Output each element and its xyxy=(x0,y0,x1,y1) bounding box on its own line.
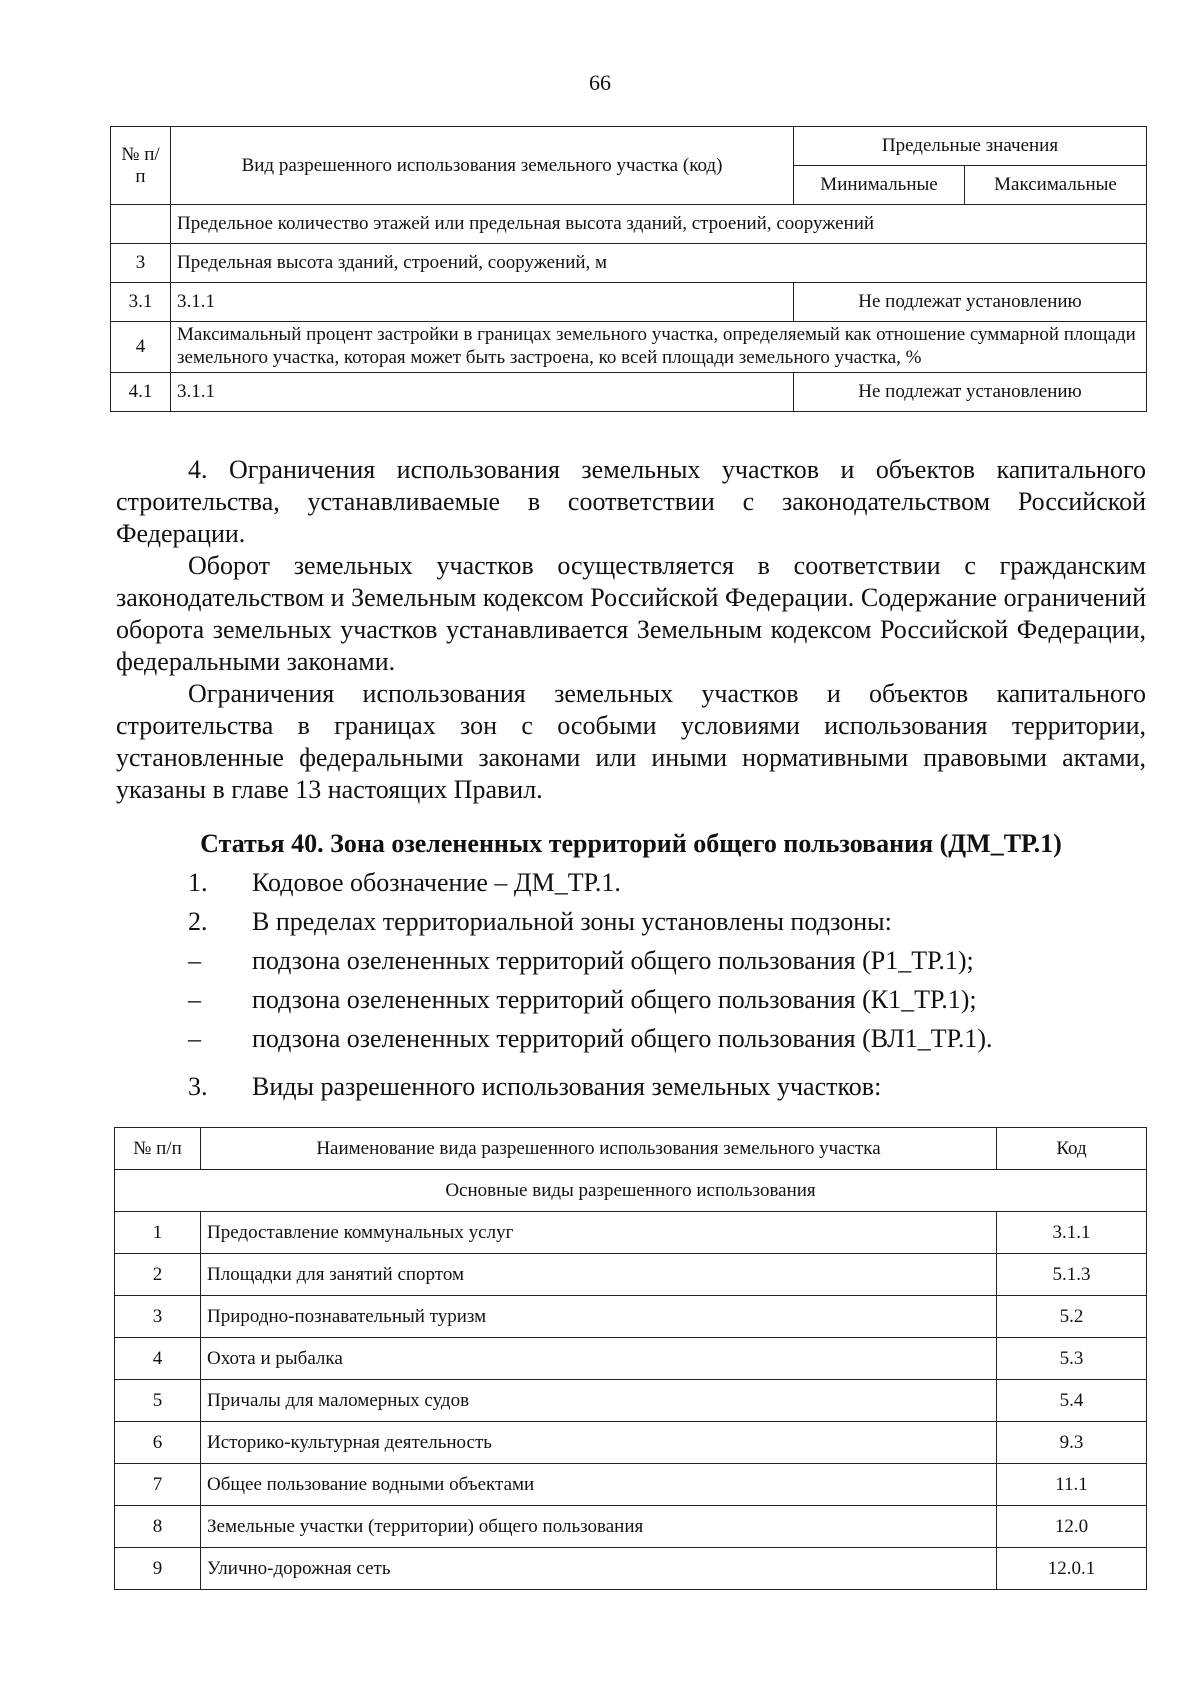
paragraph: 4. Ограничения использования земельных участков и объектов капитального строительства, устанавливаемые в соответствии с законодательством Российской Федерации. xyxy=(116,455,1146,548)
list-text: Виды разрешенного использования земельных участков: xyxy=(252,1072,882,1101)
article-title: Статья 40. Зона озелененных территорий общего пользования (ДМ_ТР.1) xyxy=(200,829,1062,858)
page-number: 66 xyxy=(589,70,611,95)
table-row xyxy=(111,244,1147,283)
row-num xyxy=(111,205,171,244)
row-code: 5.3 xyxy=(997,1338,1147,1380)
table-row xyxy=(115,1212,1147,1254)
row-num: 5 xyxy=(115,1380,201,1422)
row-num: 3 xyxy=(111,244,171,283)
list-marker: – xyxy=(188,985,201,1014)
list-marker: – xyxy=(188,1024,201,1053)
list-item xyxy=(116,1023,1146,1055)
header-code: Код xyxy=(997,1128,1147,1170)
row-num: 9 xyxy=(115,1548,201,1590)
paragraph: Оборот земельных участков осуществляется в соответствии с гражданским законодательством и Земельным кодексом Российской Федерации. Содержание ограничений оборота земельных участков устанавливается Земельным кодексом Российской Федерации, федеральными законами. xyxy=(116,551,1146,676)
table-row xyxy=(115,1380,1147,1422)
row-code: 5.4 xyxy=(997,1380,1147,1422)
row-text: Предельная высота зданий, строений, сооружений, м xyxy=(171,244,1147,283)
row-num: 4 xyxy=(115,1338,201,1380)
row-value: Не подлежат установлению xyxy=(794,372,1147,411)
table-row xyxy=(111,322,1147,373)
list-item xyxy=(116,945,1146,977)
row-code: 5.2 xyxy=(997,1296,1147,1338)
table-header-row xyxy=(115,1128,1147,1170)
list-text: подзона озелененных территорий общего пользования (Р1_ТР.1); xyxy=(252,946,974,975)
row-num: 6 xyxy=(115,1422,201,1464)
row-name: Земельные участки (территории) общего пользования xyxy=(201,1506,997,1548)
list-item xyxy=(116,867,1146,899)
row-name: Предоставление коммунальных услуг xyxy=(201,1212,997,1254)
row-text: 3.1.1 xyxy=(171,372,794,411)
row-code: 12.0.1 xyxy=(997,1548,1147,1590)
list-item xyxy=(116,1071,1146,1103)
table-row xyxy=(115,1506,1147,1548)
row-code: 9.3 xyxy=(997,1422,1147,1464)
list-text: В пределах территориальной зоны установлены подзоны: xyxy=(252,907,892,936)
row-name: Причалы для маломерных судов xyxy=(201,1380,997,1422)
list-item xyxy=(116,906,1146,938)
row-code: 3.1.1 xyxy=(997,1212,1147,1254)
table-row xyxy=(115,1548,1147,1590)
list-item xyxy=(116,984,1146,1016)
table-row xyxy=(115,1422,1147,1464)
list-marker: – xyxy=(188,946,201,975)
row-num: 4 xyxy=(111,322,171,373)
header-name: Наименование вида разрешенного использования земельного участка xyxy=(201,1128,997,1170)
row-code: 12.0 xyxy=(997,1506,1147,1548)
paragraph: Ограничения использования земельных участков и объектов капитального строительства в границах зон с особыми условиями использования территории, установленные федеральными законами или иными нормативными правовыми актами, указаны в главе 13 настоящих Правил. xyxy=(116,679,1146,804)
row-text: Максимальный процент застройки в границах земельного участка, определяемый как отношение суммарной площади земельного участка, которая может быть застроена, ко всей площади земельного участка, % xyxy=(171,322,1147,373)
section-title: Основные виды разрешенного использования xyxy=(115,1170,1147,1212)
table-row xyxy=(111,283,1147,322)
row-num: 8 xyxy=(115,1506,201,1548)
list-text: Кодовое обозначение – ДМ_ТР.1. xyxy=(252,868,621,897)
table-header-row xyxy=(111,127,1147,166)
row-name: Общее пользование водными объектами xyxy=(201,1464,997,1506)
header-limits: Предельные значения xyxy=(794,127,1147,166)
row-name: Площадки для занятий спортом xyxy=(201,1254,997,1296)
table-row xyxy=(115,1296,1147,1338)
limits-table xyxy=(110,126,1147,412)
row-name: Улично-дорожная сеть xyxy=(201,1548,997,1590)
table-row xyxy=(115,1464,1147,1506)
row-name: Охота и рыбалка xyxy=(201,1338,997,1380)
row-code: 11.1 xyxy=(997,1464,1147,1506)
row-code: 5.1.3 xyxy=(997,1254,1147,1296)
row-num: 2 xyxy=(115,1254,201,1296)
row-num: 7 xyxy=(115,1464,201,1506)
header-num: № п/п xyxy=(111,127,171,205)
list-marker: 3. xyxy=(188,1072,208,1101)
row-num: 3 xyxy=(115,1296,201,1338)
row-name: Историко-культурная деятельность xyxy=(201,1422,997,1464)
list-text: подзона озелененных территорий общего пользования (К1_ТР.1); xyxy=(252,985,977,1014)
table-row xyxy=(115,1254,1147,1296)
table-row xyxy=(111,205,1147,244)
header-min: Минимальные xyxy=(794,166,965,205)
row-num: 1 xyxy=(115,1212,201,1254)
row-name: Природно-познавательный туризм xyxy=(201,1296,997,1338)
list-marker: 1. xyxy=(188,868,208,897)
row-num: 4.1 xyxy=(111,372,171,411)
header-num: № п/п xyxy=(115,1128,201,1170)
section-row xyxy=(115,1170,1147,1212)
row-text: 3.1.1 xyxy=(171,283,794,322)
table-row xyxy=(115,1338,1147,1380)
land-use-table xyxy=(114,1127,1147,1590)
list-marker: 2. xyxy=(188,907,208,936)
row-value: Не подлежат установлению xyxy=(794,283,1147,322)
document-body xyxy=(116,454,1146,1103)
row-text: Предельное количество этажей или предельная высота зданий, строений, сооружений xyxy=(171,205,1147,244)
header-type: Вид разрешенного использования земельного участка (код) xyxy=(171,127,794,205)
table-row xyxy=(111,372,1147,411)
list-text: подзона озелененных территорий общего пользования (ВЛ1_ТР.1). xyxy=(252,1024,993,1053)
row-num: 3.1 xyxy=(111,283,171,322)
header-max: Максимальные xyxy=(965,166,1147,205)
